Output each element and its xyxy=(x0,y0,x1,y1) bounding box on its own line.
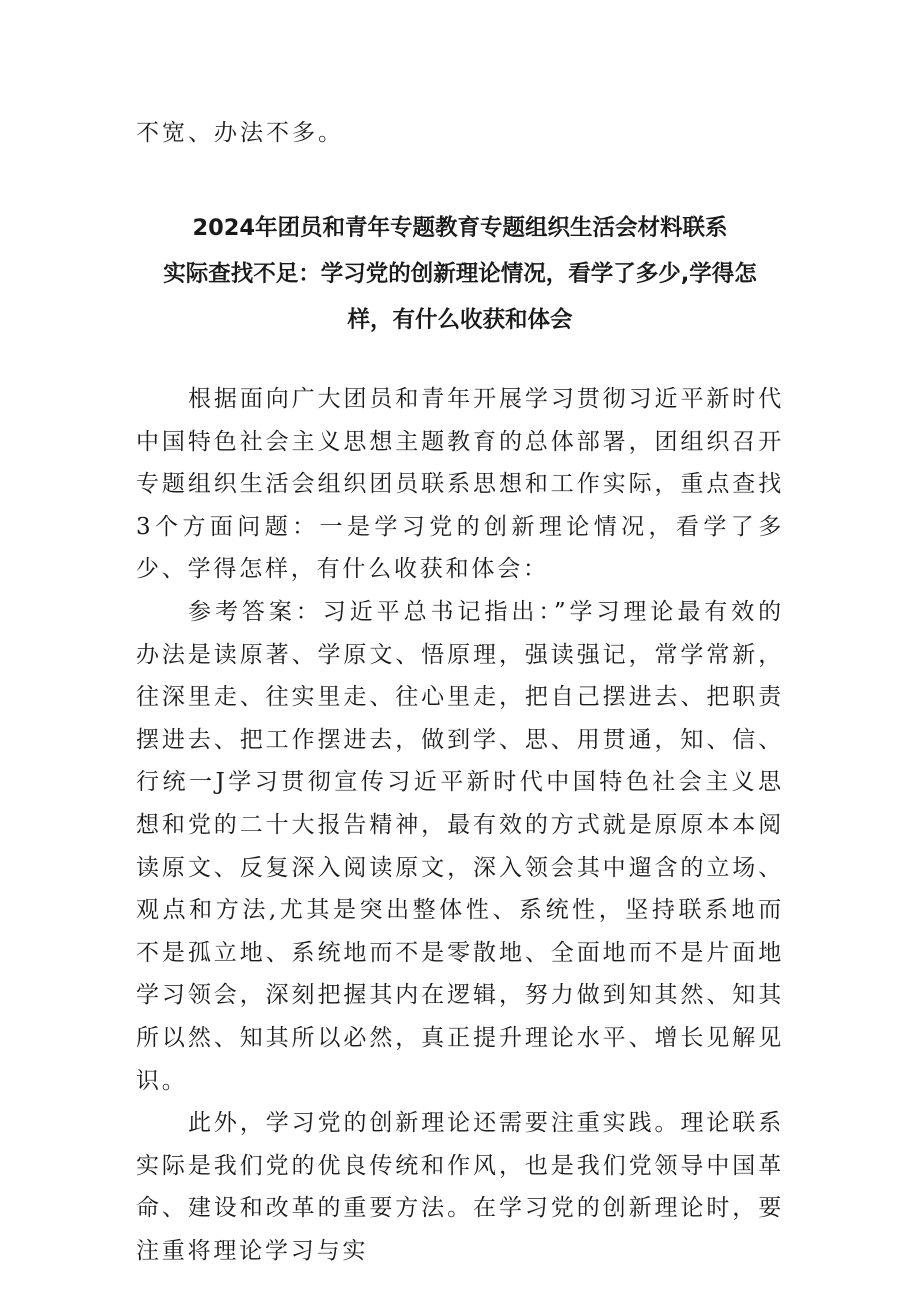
title-line-1: 2024年团员和青年专题教育专题组织生活会材料联系 xyxy=(192,215,728,241)
paragraph-reference-answer: 参考答案：习近平总书记指出：”学习理论最有效的办法是读原著、学原文、悟原理，强读强记，常学常新，往深里走、往实里走、往心里走，把自己摆进去、把职责摆进去、把工作摆进去，做到学、思、用贯通，知、信、行统一J学习贯彻宣传习近平新时代中国特色社会主义思想和党的二十大报告精神，最有效的方式就是原原本本阅读原文、反复深入阅读原文，深入领会其中遛含的立场、观点和方法,尤其是突出整体性、系统性，坚持联系地而不是孤立地、系统地而不是零散地、全面地而不是片面地学习领会，深刻把握其内在逻辑，努力做到知其然、知其所以然、知其所以必然，真正提升理论水平、增长见解见识。 xyxy=(136,598,784,1094)
carry-over-text: 不宽、办法不多。 xyxy=(136,120,344,146)
title-line-2: 实际查找不足：学习党的创新理论情况，看学了多少,学得怎 xyxy=(163,261,757,287)
paragraph-background: 根据面向广大团员和青年开展学习贯彻习近平新时代中国特色社会主义思想主题教育的总体部署，团组织召开专题组织生活会组织团员联系思想和工作实际，重点查找3个方面问题：一是学习党的创新理论情况，看学了多少、学得怎样，有什么收获和体会： xyxy=(136,386,784,583)
document-body xyxy=(136,378,784,1272)
title-line-3: 样，有什么收获和体会 xyxy=(347,307,573,333)
paragraph-practice: 此外，学习党的创新理论还需要注重实践。理论联系实际是我们党的优良传统和作风，也是我们党领导中国革命、建设和改革的重要方法。在学习党的创新理论时，要注重将理论学习与实 xyxy=(136,1110,784,1264)
document-title xyxy=(100,205,820,343)
